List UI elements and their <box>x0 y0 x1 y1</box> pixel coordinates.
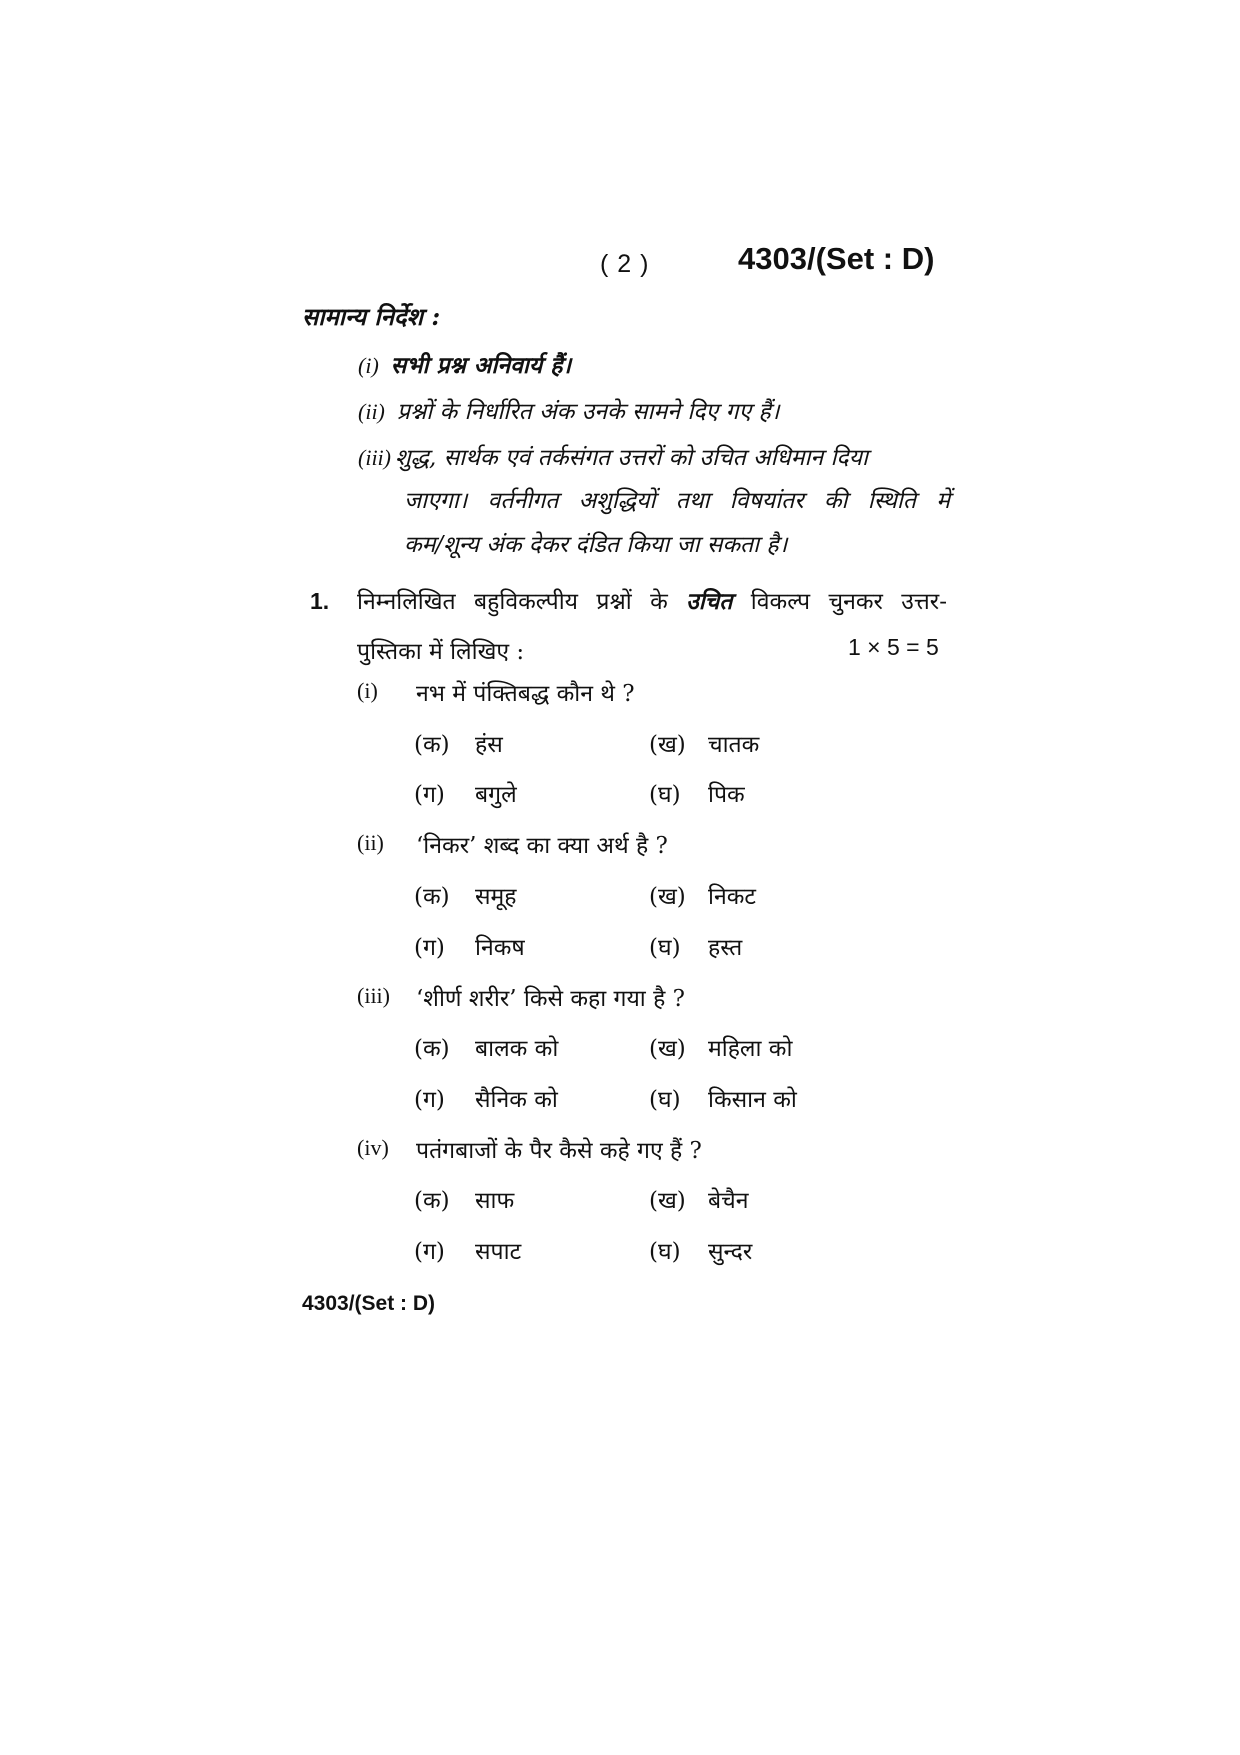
subquestion-number: (i) <box>357 678 378 703</box>
question-text-part: विकल्प चुनकर उत्तर- <box>750 589 947 615</box>
subquestion-number: (iii) <box>357 983 390 1008</box>
instruction-number: (i) <box>358 353 379 378</box>
instruction-text: प्रश्नों के निर्धारित अंक उनके सामने दिए गए हैं। <box>396 399 780 425</box>
subquestion-text: नभ में पंक्तिबद्ध कौन थे ? <box>416 681 635 707</box>
option-text: बेचैन <box>708 1188 749 1214</box>
option-label: (क) <box>414 1188 450 1214</box>
instruction-item-1 <box>358 344 948 388</box>
option-label: (क) <box>414 732 450 758</box>
option-text: किसान को <box>708 1087 797 1113</box>
question-text-part: निम्नलिखित बहुविकल्पीय प्रश्नों के <box>357 589 668 615</box>
option-text: निकष <box>475 935 525 961</box>
subquestion-number: (iv) <box>357 1135 389 1160</box>
option-label: (ग) <box>414 1239 445 1265</box>
option-label: (घ) <box>649 1239 681 1265</box>
option-text: पिक <box>708 782 745 808</box>
set-code-footer: 4303/(Set : D) <box>302 1292 436 1315</box>
option-label: (ख) <box>649 1036 686 1062</box>
instruction-item-3-line3: कम/शून्य अंक देकर दंडित किया जा सकता है। <box>404 532 788 558</box>
page-number: ( 2 ) <box>600 250 650 278</box>
option-text: बालक को <box>475 1036 559 1062</box>
option-text: सपाट <box>475 1239 522 1265</box>
subquestion-text: पतंगबाजों के पैर कैसे कहे गए हैं ? <box>416 1138 702 1164</box>
option-text: समूह <box>475 884 517 910</box>
option-label: (ख) <box>649 884 686 910</box>
option-label: (ग) <box>414 782 445 808</box>
subquestion-text: ‘शीर्ण शरीर’ किसे कहा गया है ? <box>416 986 685 1012</box>
question-text <box>357 584 947 616</box>
question-number: 1. <box>310 588 330 614</box>
set-code-header: 4303/(Set : D) <box>738 241 935 276</box>
instruction-item-3-line2: जाएगा। वर्तनीगत अशुद्धियों तथा विषयांतर की स्थिति में <box>404 488 950 514</box>
instruction-number: (ii) <box>358 399 385 424</box>
instruction-item-3 <box>358 436 948 480</box>
option-text: महिला को <box>708 1036 793 1062</box>
option-text: निकट <box>708 884 756 910</box>
question-emphasis: उचित <box>686 588 733 615</box>
instruction-item-2 <box>358 390 948 434</box>
instruction-text: सभी प्रश्न अनिवार्य हैं। <box>390 352 572 379</box>
option-label: (क) <box>414 1036 450 1062</box>
option-text: हंस <box>475 732 503 758</box>
instruction-number: (iii) <box>358 445 391 470</box>
option-label: (ग) <box>414 935 445 961</box>
option-text: चातक <box>708 732 760 758</box>
option-text: हस्त <box>708 935 743 961</box>
marks-allocation: 1 × 5 = 5 <box>848 634 939 660</box>
option-text: सैनिक को <box>475 1087 558 1113</box>
option-label: (घ) <box>649 782 681 808</box>
option-label: (ग) <box>414 1087 445 1113</box>
instruction-text: शुद्ध, सार्थक एवं तर्कसंगत उत्तरों को उचित अधिमान दिया <box>395 445 868 471</box>
option-label: (ख) <box>649 732 686 758</box>
option-label: (घ) <box>649 1087 681 1113</box>
instructions-heading: सामान्य निर्देश : <box>302 302 441 331</box>
option-text: साफ <box>475 1188 515 1214</box>
option-text: बगुले <box>475 782 517 808</box>
option-label: (क) <box>414 884 450 910</box>
subquestion-number: (ii) <box>357 830 384 855</box>
option-label: (घ) <box>649 935 681 961</box>
option-label: (ख) <box>649 1188 686 1214</box>
subquestion-text: ‘निकर’ शब्द का क्या अर्थ है ? <box>416 833 668 859</box>
question-text-line2: पुस्तिका में लिखिए : <box>357 639 525 665</box>
option-text: सुन्दर <box>708 1239 753 1265</box>
